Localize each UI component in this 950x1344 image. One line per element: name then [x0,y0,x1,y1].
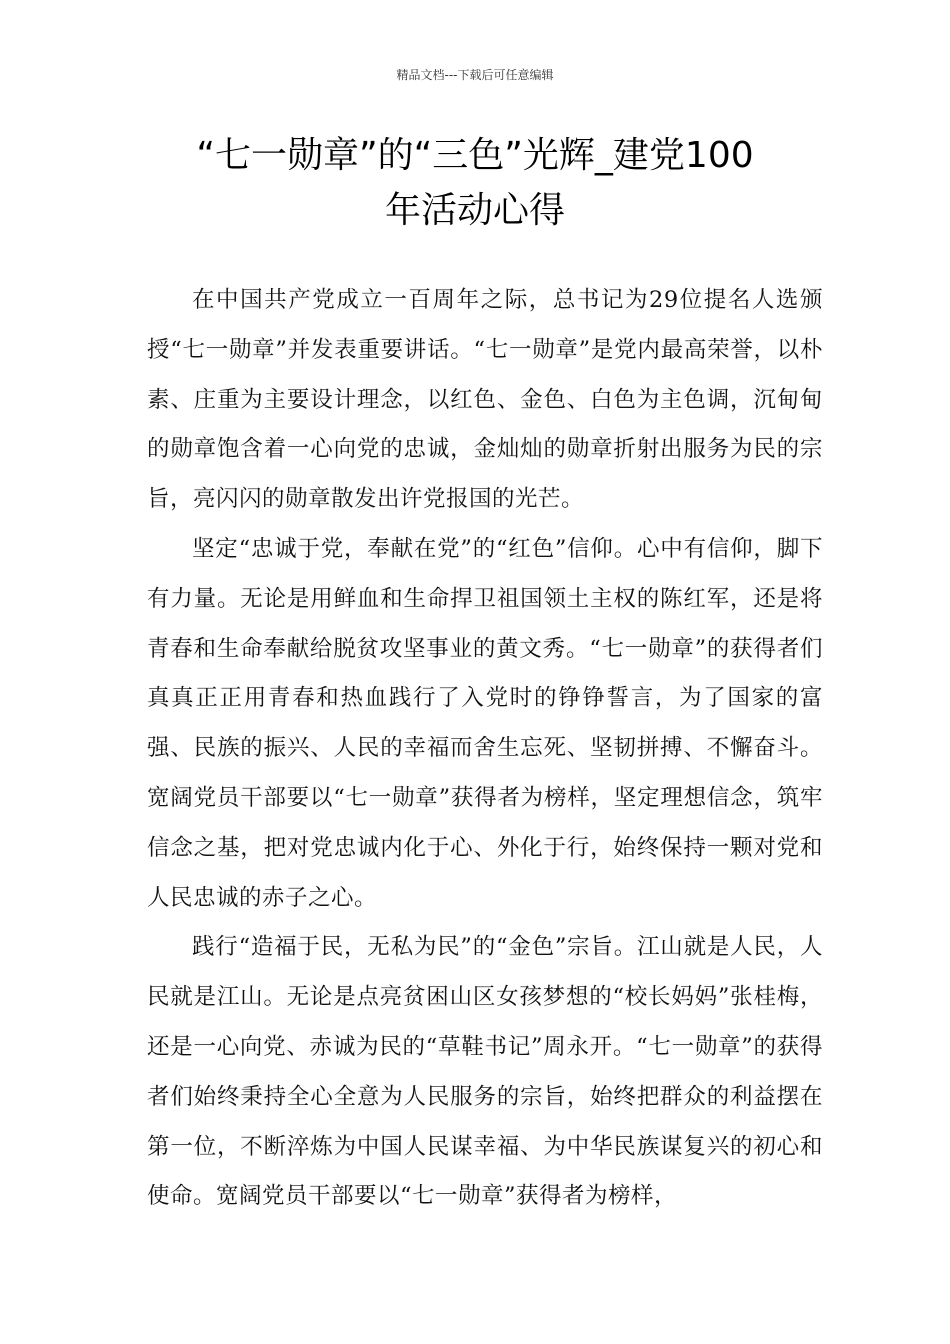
paragraph-intro: 在中国共产党成立一百周年之际，总书记为29位提名人选颁授“七一勋章”并发表重要讲话。“七一勋章”是党内最高荣誉，以朴素、庄重为主要设计理念，以红色、金色、白色为主色调，沉甸甸的勋章饱含着一心向党的忠诚，金灿灿的勋章折射出服务为民的宗旨，亮闪闪的勋章散发出许党报国的光芒。 [147,287,823,513]
document-body [147,276,823,1222]
paragraph-red: 坚定“忠诚于党，奉献在党”的“红色”信仰。心中有信仰，脚下有力量。无论是用鲜血和生命捍卫祖国领土主权的陈红军，还是将青春和生命奉献给脱贫攻坚事业的黄文秀。“七一勋章”的获得者们真真正正用青春和热血践行了入党时的铮铮誓言，为了国家的富强、民族的振兴、人民的幸福而舍生忘死、坚韧拼搏、不懈奋斗。宽阔党员干部要以“七一勋章”获得者为榜样，坚定理想信念，筑牢信念之基，把对党忠诚内化于心、外化于行，始终保持一颗对党和人民忠诚的赤子之心。 [147,535,823,911]
document-header-note: 精品文档---下载后可任意编辑 [396,68,554,82]
title-line-1: “七一勋章”的“三色”光辉_建党100 [196,135,754,176]
document-title [120,128,830,238]
paragraph-gold: 践行“造福于民，无私为民”的“金色”宗旨。江山就是人民，人民就是江山。无论是点亮贫困山区女孩梦想的“校长妈妈”张桂梅，还是一心向党、赤诚为民的“草鞋书记”周永开。“七一勋章”的获得者们始终秉持全心全意为人民服务的宗旨，始终把群众的利益摆在第一位，不断淬炼为中国人民谋幸福、为中华民族谋复兴的初心和使命。宽阔党员干部要以“七一勋章”获得者为榜样， [147,934,823,1210]
title-line-2: 年活动心得 [384,190,565,231]
